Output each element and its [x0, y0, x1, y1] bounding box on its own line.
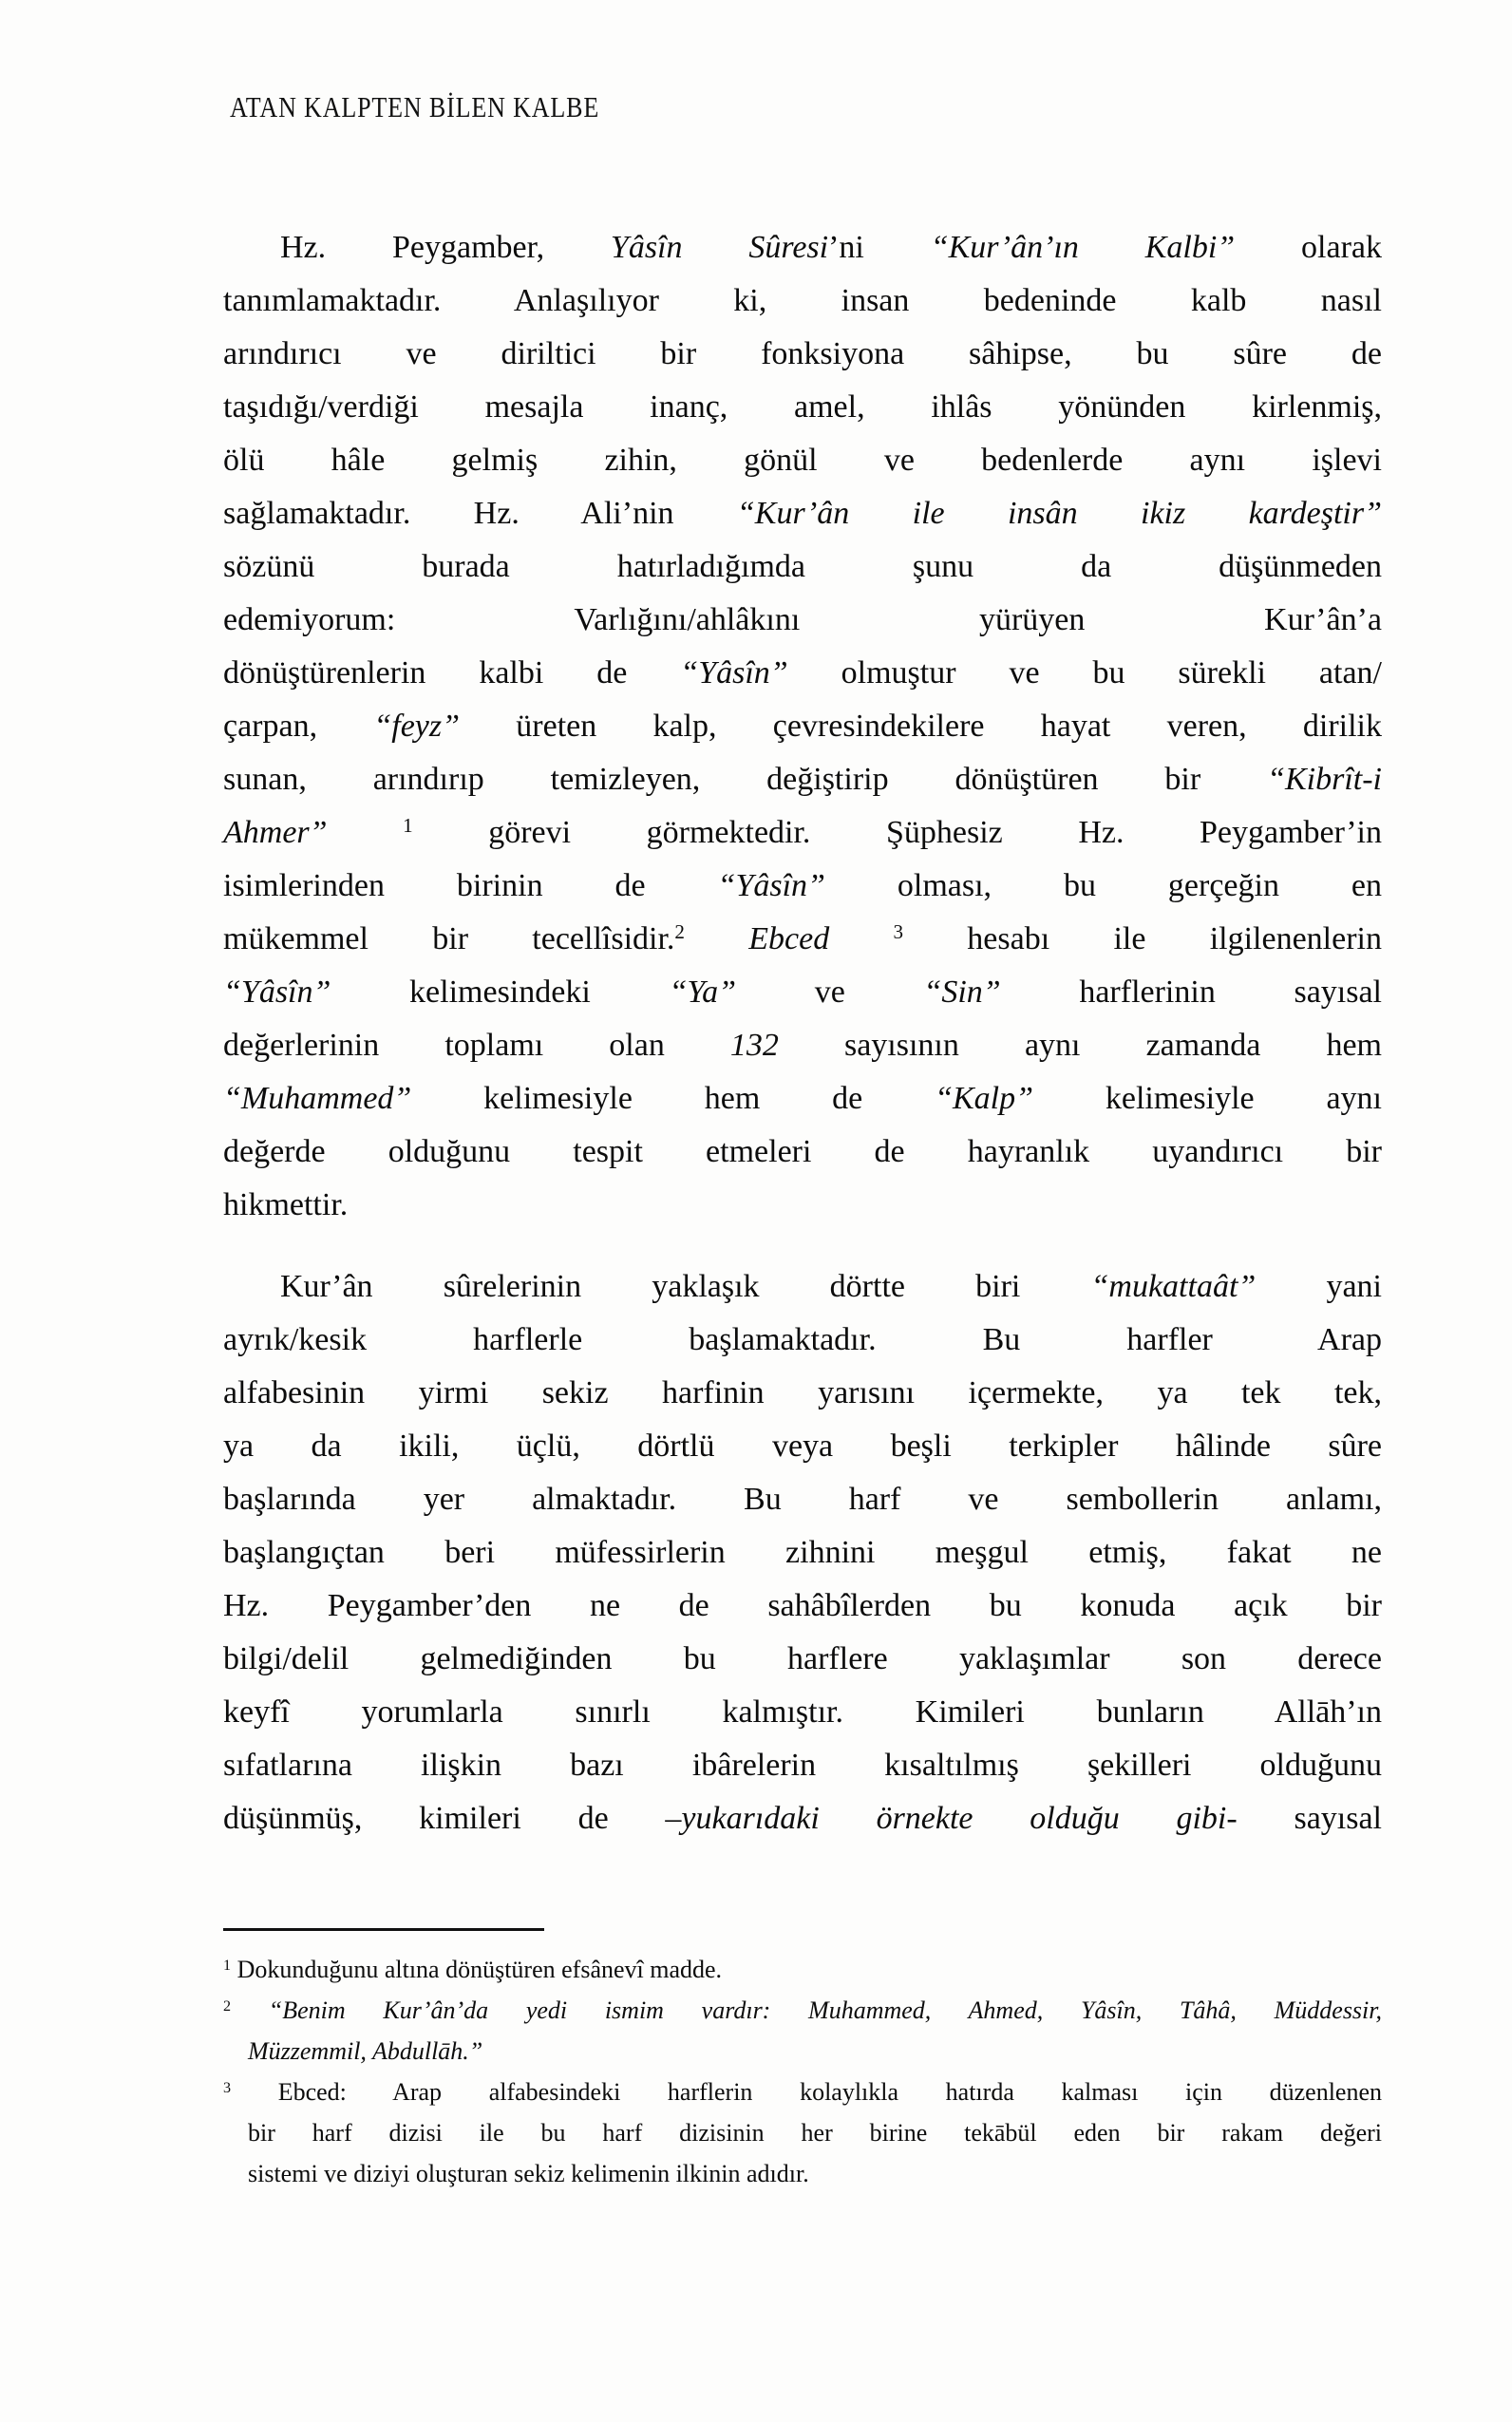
- italic-text-run: Müzzemmil, Abdullāh.”: [248, 2037, 483, 2065]
- text-run: başlarında yer almaktadır. Bu harf ve sembollerin anlamı,: [223, 1482, 1382, 1517]
- body-line: [223, 966, 1382, 1019]
- text-run: sistemi ve diziyi oluşturan sekiz kelimenin ilkinin adıdır.: [248, 2160, 809, 2187]
- body-line: [223, 1473, 1382, 1526]
- italic-text-run: Yâsîn Sûresi: [610, 230, 829, 265]
- text-run: ayrık/kesik harflerle başlamaktadır. Bu harfler Arap: [223, 1322, 1382, 1357]
- text-run: değerlerinin toplamı olan: [223, 1028, 730, 1063]
- italic-text-run: yukarıdaki örnekte olduğu gibi: [681, 1801, 1227, 1836]
- body-line: [223, 540, 1382, 594]
- text-run: Kur’ân sûrelerinin yaklaşık dörtte biri: [280, 1269, 1091, 1304]
- body-line: [223, 860, 1382, 913]
- body-line: [223, 753, 1382, 806]
- footnote-ref-marker: 2: [674, 920, 685, 944]
- body-text-block: [223, 221, 1382, 1845]
- italic-text-run: “mukattaât”: [1090, 1269, 1257, 1304]
- body-line: [223, 1420, 1382, 1473]
- italic-text-run: “Sin”: [923, 974, 1001, 1010]
- text-run: ölü hâle gelmiş zihin, gönül ve bedenlerde aynı işlevi: [223, 443, 1382, 478]
- footnote-line: [223, 2072, 1382, 2112]
- body-line: [223, 274, 1382, 328]
- body-line: [223, 1179, 1382, 1232]
- footnote-line: [223, 2031, 1382, 2072]
- text-run: olmuştur ve bu sürekli atan/: [787, 655, 1382, 691]
- footnote-ref-marker: 1: [403, 814, 413, 838]
- body-line: [223, 1314, 1382, 1367]
- body-line: [223, 913, 1382, 966]
- text-run: yani: [1256, 1269, 1382, 1304]
- text-run: Hz. Peygamber,: [280, 230, 611, 265]
- running-header: ATAN KALPTEN BİLEN KALBE: [230, 90, 600, 123]
- body-line: [223, 1526, 1382, 1580]
- footnote-line: [223, 1990, 1382, 2031]
- paragraph: [223, 221, 1382, 1232]
- text-run: Ebced: Arap alfabesindeki harflerin kolaylıkla hatırda kalması için düzenlenen: [277, 2078, 1382, 2106]
- body-line: [223, 1260, 1382, 1314]
- text-run: alfabesinin yirmi sekiz harfinin yarısını içermekte, ya tek tek,: [223, 1375, 1382, 1410]
- body-line: [223, 487, 1382, 540]
- footnote-line: [223, 2153, 1382, 2194]
- body-line: [223, 381, 1382, 434]
- body-line: [223, 594, 1382, 647]
- text-run: sözünü burada hatırladığımda şunu da düşünmeden: [223, 549, 1382, 584]
- text-run: keyfî yorumlarla sınırlı kalmıştır. Kimileri bunların Allāh’ın: [223, 1694, 1382, 1730]
- text-run: edemiyorum: Varlığını/ahlâkını yürüyen Kur’ân’a: [223, 602, 1382, 637]
- text-run: [328, 815, 404, 850]
- italic-text-run: “Yâsîn”: [717, 868, 825, 903]
- text-run: sıfatlarına ilişkin bazı ibârelerin kısaltılmış şekilleri olduğunu: [223, 1748, 1382, 1783]
- text-run: sayısının aynı zamanda hem: [778, 1028, 1382, 1063]
- text-run: tanımlamaktadır. Anlaşılıyor ki, insan bedeninde kalb nasıl: [223, 283, 1382, 318]
- body-line: [223, 647, 1382, 700]
- text-run: kelimesiyle aynı: [1033, 1081, 1382, 1116]
- text-run: arındırıcı ve diriltici bir fonksiyona sâhipse, bu sûre de: [223, 336, 1382, 371]
- text-run: görevi görmektedir. Şüphesiz Hz. Peygamber’in: [412, 815, 1383, 850]
- text-run: bilgi/delil gelmediğinden bu harflere yaklaşımlar son derece: [223, 1641, 1382, 1676]
- text-run: Hz. Peygamber’den ne de sahâbîlerden bu konuda açık bir: [223, 1588, 1382, 1623]
- text-run: [685, 921, 748, 956]
- text-run: isimlerinden birinin de: [223, 868, 718, 903]
- text-run: hikmettir.: [223, 1187, 349, 1222]
- italic-text-run: “Yâsîn”: [223, 974, 331, 1010]
- text-run: harflerinin sayısal: [1000, 974, 1382, 1010]
- text-run: kelimesiyle hem de: [411, 1081, 936, 1116]
- footnote-number: 3: [223, 2079, 232, 2096]
- italic-text-run: “Benim Kur’ân’da yedi ismim vardır: Muhammed, Ahmed, Yâsîn, Tâhâ, Müddessir,: [268, 1996, 1383, 2024]
- italic-text-run: “Kalp”: [935, 1081, 1034, 1116]
- italic-text-run: “Ya”: [669, 974, 737, 1010]
- italic-text-run: “feyz”: [373, 709, 461, 744]
- body-line: [223, 1126, 1382, 1179]
- footnote-number: 2: [223, 1997, 232, 2015]
- footnote-ref-marker: 3: [893, 920, 904, 944]
- body-line: [223, 1633, 1382, 1686]
- italic-text-run: “Yâsîn”: [680, 655, 788, 691]
- italic-text-run: “Kur’ân’ın Kalbi”: [930, 230, 1236, 265]
- text-run: dönüştürenlerin kalbi de: [223, 655, 681, 691]
- body-line: [223, 1739, 1382, 1792]
- text-run: taşıdığı/verdiği mesajla inanç, amel, ihlâs yönünden kirlenmiş,: [223, 389, 1382, 425]
- text-run: - sayısal: [1226, 1801, 1383, 1836]
- text-run: mükemmel bir tecellîsidir.: [223, 921, 675, 956]
- body-line: [223, 1580, 1382, 1633]
- footnote-number: 1: [223, 1957, 232, 1974]
- footnote-line: [223, 1949, 1382, 1990]
- body-line: [223, 1072, 1382, 1126]
- italic-text-run: Ahmer”: [223, 815, 328, 850]
- text-run: düşünmüş, kimileri de –: [223, 1801, 682, 1836]
- text-run: [829, 921, 893, 956]
- body-line: [223, 700, 1382, 753]
- footnote-line: [223, 2112, 1382, 2153]
- italic-text-run: “Kibrît-i: [1267, 762, 1382, 797]
- body-line: [223, 1792, 1382, 1845]
- text-run: kelimesindeki: [331, 974, 670, 1010]
- body-line: [223, 434, 1382, 487]
- text-run: üreten kalp, çevresindekilere hayat veren, dirilik: [460, 709, 1382, 744]
- italic-text-run: Ebced: [748, 921, 830, 956]
- body-line: [223, 221, 1382, 274]
- body-line: [223, 1686, 1382, 1739]
- text-run: sağlamaktadır. Hz. Ali’nin: [223, 496, 737, 531]
- italic-text-run: “Muhammed”: [223, 1081, 412, 1116]
- paragraph: [223, 1260, 1382, 1845]
- text-run: bir harf dizisi ile bu harf dizisinin her birine tekābül eden bir rakam değeri: [248, 2119, 1382, 2147]
- text-run: ya da ikili, üçlü, dörtlü veya beşli terkipler hâlinde sûre: [223, 1429, 1382, 1464]
- text-run: başlangıçtan beri müfessirlerin zihnini meşgul etmiş, fakat ne: [223, 1535, 1382, 1570]
- body-line: [223, 328, 1382, 381]
- italic-text-run: 132: [729, 1028, 779, 1063]
- text-run: Dokunduğunu altına dönüştüren efsânevî madde.: [236, 1956, 723, 1983]
- body-line: [223, 806, 1382, 860]
- text-run: olması, bu gerçeğin en: [824, 868, 1383, 903]
- footnotes-block: [223, 1949, 1382, 2194]
- text-run: çarpan,: [223, 709, 374, 744]
- text-run: ’ni: [828, 230, 931, 265]
- text-run: hesabı ile ilgilenenlerin: [903, 921, 1382, 956]
- text-run: değerde olduğunu tespit etmeleri de hayranlık uyandırıcı bir: [223, 1134, 1382, 1169]
- body-line: [223, 1367, 1382, 1420]
- text-run: sunan, arındırıp temizleyen, değiştirip dönüştüren bir: [223, 762, 1268, 797]
- italic-text-run: “Kur’ân ile insân ikiz kardeştir”: [736, 496, 1382, 531]
- text-run: olarak: [1235, 230, 1383, 265]
- body-line: [223, 1019, 1382, 1072]
- text-run: ve: [736, 974, 924, 1010]
- footnote-separator: [223, 1928, 544, 1931]
